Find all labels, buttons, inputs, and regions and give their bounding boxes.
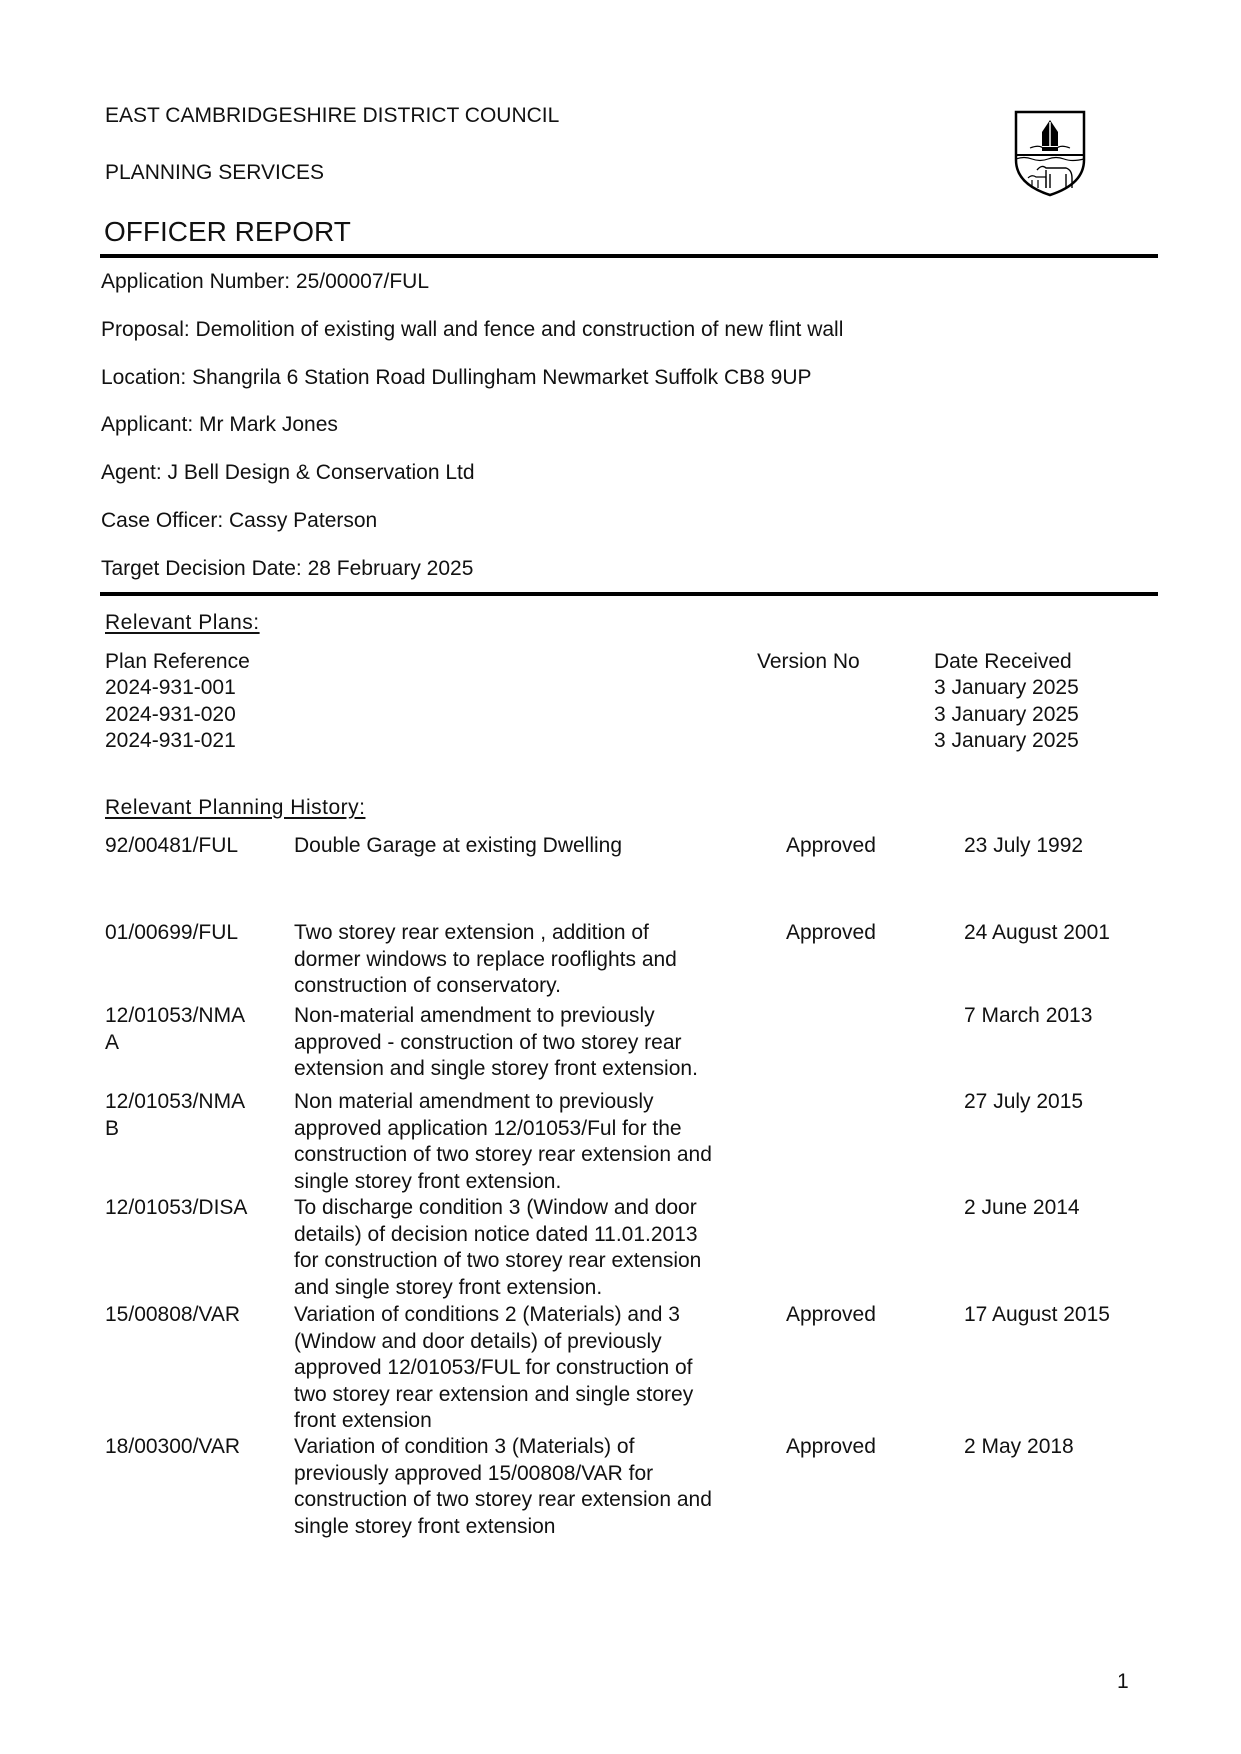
- detail-line: Application Number: 25/00007/FUL: [101, 270, 430, 293]
- description-line: single storey front extension: [294, 1514, 556, 1538]
- description-line: Variation of conditions 2 (Materials) and 3: [294, 1303, 680, 1326]
- description-line: Variation of condition 3 (Materials) of: [294, 1435, 635, 1458]
- council-crest-logo: [1012, 108, 1088, 198]
- history-ref: [105, 1434, 240, 1461]
- description-line: Two storey rear extension , addition of: [294, 921, 649, 944]
- description-line: extension and single storey front extension.: [294, 1057, 698, 1080]
- plan-date-received: 3 January 2025: [934, 676, 1079, 699]
- ref-line: A: [105, 1030, 120, 1054]
- planning-history-heading: Relevant Planning History:: [105, 796, 366, 819]
- version-no-header: Version No: [757, 650, 860, 673]
- description-line: approved application 12/01053/Ful for the: [294, 1116, 682, 1140]
- date-received-header: Date Received: [934, 650, 1072, 673]
- ref-line: 12/01053/DISA: [105, 1196, 248, 1219]
- description-line: for construction of two storey rear extension: [294, 1249, 702, 1272]
- history-date: 17 August 2015: [964, 1303, 1110, 1326]
- description-line: approved - construction of two storey rear: [294, 1030, 682, 1054]
- ref-line: 92/00481/FUL: [105, 834, 239, 857]
- description-line: (Window and door details) of previously: [294, 1329, 662, 1353]
- description-line: front extension: [294, 1409, 432, 1432]
- ref-line: 12/01053/NMA: [105, 1090, 246, 1113]
- detail-line: Proposal: Demolition of existing wall and fence and construction of new flint wall: [101, 317, 844, 341]
- history-description: [294, 833, 622, 860]
- history-ref: [105, 1302, 240, 1329]
- description-line: dormer windows to replace rooflights and: [294, 947, 677, 971]
- ref-line: 15/00808/VAR: [105, 1303, 241, 1326]
- description-line: To discharge condition 3 (Window and door: [294, 1196, 697, 1219]
- detail-line: Target Decision Date: 28 February 2025: [101, 556, 474, 580]
- ref-line: B: [105, 1116, 120, 1140]
- description-line: single storey front extension.: [294, 1169, 562, 1193]
- history-description: [294, 1434, 712, 1540]
- description-line: and single storey front extension.: [294, 1275, 603, 1299]
- plan-reference-header: Plan Reference: [105, 650, 250, 673]
- history-ref: [105, 920, 238, 947]
- history-status: Approved: [786, 921, 876, 944]
- description-line: construction of two storey rear extension and: [294, 1143, 712, 1166]
- history-date: 27 July 2015: [964, 1090, 1084, 1113]
- history-ref: [105, 1003, 245, 1056]
- description-line: two storey rear extension and single storey: [294, 1382, 694, 1406]
- history-description: [294, 920, 677, 1000]
- history-date: 2 June 2014: [964, 1196, 1080, 1219]
- ref-line: 01/00699/FUL: [105, 921, 239, 944]
- history-ref: [105, 1089, 245, 1142]
- history-description: [294, 1003, 698, 1083]
- plan-reference: 2024-931-021: [105, 729, 236, 752]
- ref-line: 12/01053/NMA: [105, 1004, 246, 1027]
- history-description: [294, 1195, 701, 1301]
- history-status: Approved: [786, 834, 876, 857]
- history-status: Approved: [786, 1303, 876, 1326]
- history-ref: [105, 833, 238, 860]
- description-line: construction of conservatory.: [294, 974, 561, 997]
- history-description: [294, 1089, 712, 1195]
- description-line: approved 12/01053/FUL for construction of: [294, 1356, 693, 1379]
- history-ref: [105, 1195, 247, 1222]
- description-line: construction of two storey rear extension and: [294, 1488, 712, 1511]
- relevant-plans-heading: Relevant Plans:: [105, 611, 260, 634]
- history-date: 24 August 2001: [964, 921, 1110, 944]
- history-date: 2 May 2018: [964, 1435, 1074, 1458]
- detail-line: Agent: J Bell Design & Conservation Ltd: [101, 461, 475, 485]
- page-number: 1: [1117, 1670, 1129, 1693]
- detail-line: Location: Shangrila 6 Station Road Dullingham Newmarket Suffolk CB8 9UP: [101, 365, 812, 389]
- history-date: 23 July 1992: [964, 834, 1084, 857]
- header-divider: [100, 254, 1158, 258]
- plan-reference: 2024-931-020: [105, 702, 236, 726]
- page-title: OFFICER REPORT: [104, 216, 351, 247]
- description-line: Non material amendment to previously: [294, 1090, 654, 1113]
- plan-reference: 2024-931-001: [105, 676, 236, 699]
- description-line: Non-material amendment to previously: [294, 1004, 655, 1027]
- plan-date-received: 3 January 2025: [934, 702, 1079, 726]
- plan-date-received: 3 January 2025: [934, 729, 1079, 752]
- history-description: [294, 1302, 693, 1435]
- detail-line: Case Officer: Cassy Paterson: [101, 509, 378, 532]
- description-line: Double Garage at existing Dwelling: [294, 834, 623, 857]
- history-status: Approved: [786, 1435, 876, 1458]
- description-line: details) of decision notice dated 11.01.2013: [294, 1222, 698, 1246]
- history-date: 7 March 2013: [964, 1004, 1093, 1027]
- department-name: PLANNING SERVICES: [105, 161, 325, 184]
- description-line: previously approved 15/00808/VAR for: [294, 1461, 654, 1485]
- details-divider: [100, 592, 1158, 596]
- detail-line: Applicant: Mr Mark Jones: [101, 413, 338, 437]
- council-name: EAST CAMBRIDGESHIRE DISTRICT COUNCIL: [105, 104, 560, 127]
- ref-line: 18/00300/VAR: [105, 1435, 241, 1458]
